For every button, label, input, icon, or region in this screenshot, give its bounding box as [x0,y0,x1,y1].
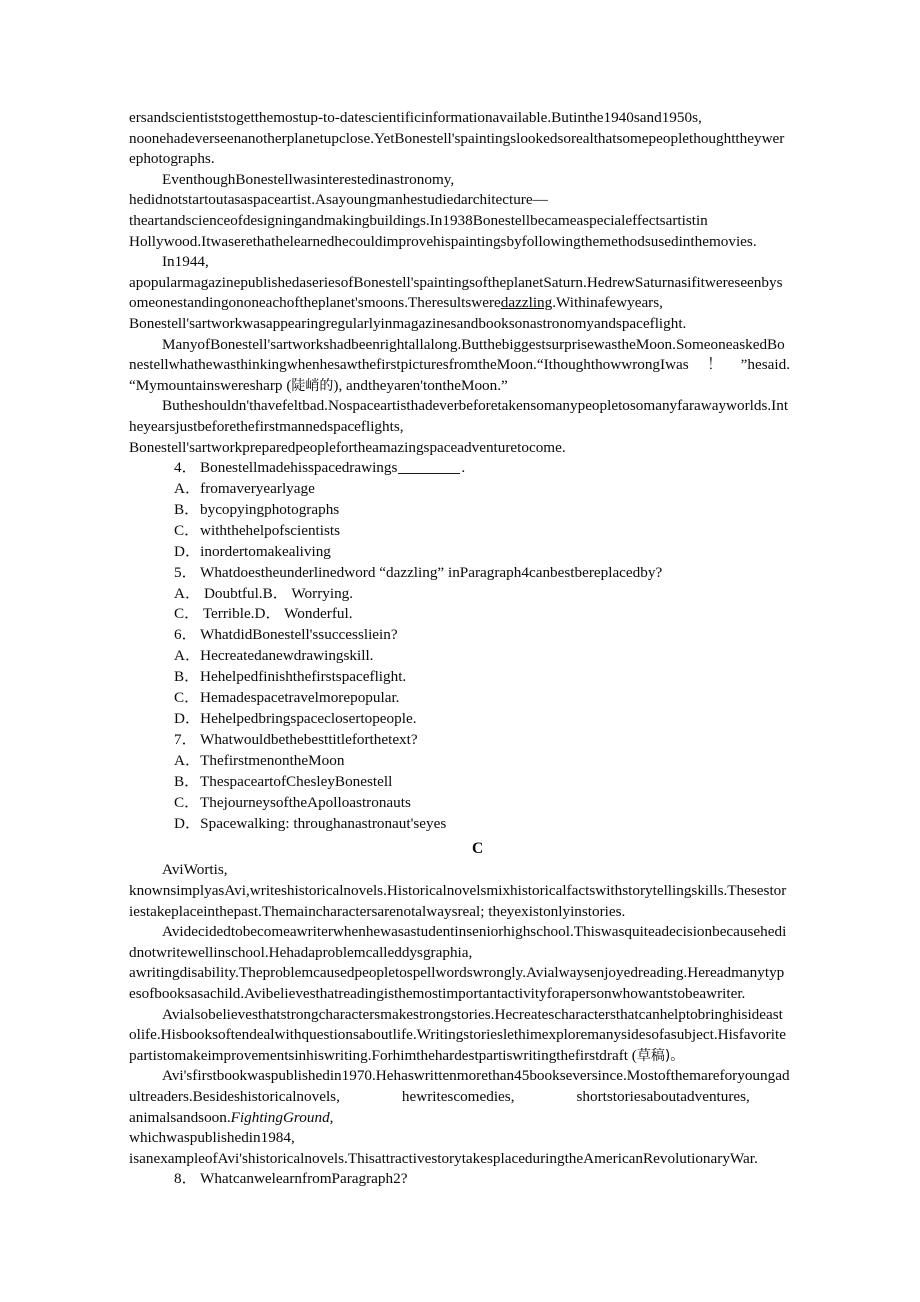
question-4-number: 4． [174,459,197,477]
option-text-c: Hemadespacetravelmorepopular. [200,689,400,707]
paragraph-4-text-part-a: ManyofBonestell'sartworkshadbeenrightallalong.ButthebiggestsurprisewastheMoon.SomeoneaskedBonestellwhathewasthinkingwhenhesawthefirstpicturesfromtheMoon. [129,335,785,374]
paragraph-3-text-after-underline: .Withinafewyears, Bonestell'sartworkwasappearingregularlyinmagazinesandbooksonastronomyandspaceflight. [129,294,687,332]
paragraph-4-quote-one: “IthoughthowwrongIwas！” [536,356,748,374]
question-5-text-after-quote: inParagraph4canbestbereplacedby? [447,563,663,581]
question-6-option-d[interactable] [129,709,790,730]
question-7-option-b[interactable] [129,772,790,793]
avi-bibliography-segment-2: hewritescomedies, [401,1087,515,1105]
section-c-paragraph-2: Avidecidedtobecomeawriterwhenhewasastudentinseniorhighschool.Thiswasquiteadecisionbecausehedidnotwritewellinschool.Hehadaproblemcalleddysgraphia, awritingdisability.Theproblemcausedpeopletospellwordswrongly.Avialwaysenjoyedreading.Hereadmanytypesofbooksasachild.Avibelievesthatreadingisthemostimportantactivityforapersonwhowantstobeawriter. [129,923,787,1002]
question-8-number: 8． [174,1170,197,1188]
question-6-option-c[interactable] [129,688,790,709]
passage-paragraph-3 [129,252,790,334]
option-text-a: ThefirstmenontheMoon [200,751,345,769]
question-4-stem [129,458,790,479]
section-c-paragraph-4 [129,1066,790,1169]
option-text-a: Hecreatedanewdrawingskill. [200,647,374,665]
option-text-b: bycopyingphotographs [200,500,340,518]
option-letter-b: B． [174,772,200,790]
passage-paragraph-2: EventhoughBonestellwasinterestedinastronomy, hedidnotstartoutasaspaceartist.Asayoungmanhestudiedarchitecture—theartandscienceofdesigningandmakingbuildings.In1938Bonestellbecameaspecialeffectsartistin Hollywood.Itwaserethathelearnedhecouldimprovehispaintingsbyfollowingthemethodsusedinthemovies. [129,170,757,250]
question-7-option-d[interactable] [129,814,790,835]
avi-bibliography-segment-4: whichwaspublishedin1984, isanexampleofAvi'shistoricalnovels.ThisattractivestorytakesplaceduringtheAmericanRevolutionaryWar. [129,1129,758,1167]
paragraph-4-quote-two-close: ), andtheyaren'tontheMoon.” [333,376,508,394]
question-4-option-a[interactable] [129,479,790,500]
question-7-number: 7． [174,730,197,748]
question-8-stem [129,1169,790,1190]
section-heading-c: C [472,840,484,858]
question-4-option-b[interactable] [129,500,790,521]
question-7-option-a[interactable] [129,751,790,772]
option-letter-a: A． [174,647,201,665]
question-5-text-before-quote: Whatdoestheunderlinedword [200,563,376,581]
question-6-option-a[interactable] [129,646,790,667]
question-5-quoted-word: “dazzling” [379,563,445,581]
section-c-paragraph-1 [129,860,790,922]
avi-name-lead: AviWortis, [162,861,228,879]
section-c-paragraph-3-text: Avialsobelievesthatstrongcharactersmakestrongstories.Hecreatescharactersthatcanhelptobringhisideastolife.Hisbooksoftendealwithquestionsaboutlife.Writingstorieslethimexploremanysidesofasubject.Hisfavoritepartistomakeimprovementsinhiswriting.Forhimthehardestpartiswritingthefirstdraft ( [129,1005,786,1064]
paragraph-4-attribution: hesaid. [747,356,790,374]
option-letter-c: C． [174,793,200,811]
question-6-option-b[interactable] [129,667,790,688]
avi-bibliography-segment-1: Avi'sfirstbookwaspublishedin1970.Hehaswrittenmorethan45bookseversince.Mostofthemareforyoungadultreaders.Besideshistoricalnovels, [129,1067,790,1105]
option-letter-b: B． [174,500,200,518]
underlined-word-dazzling: dazzling [500,294,553,312]
question-4-answer-blank[interactable] [398,473,460,474]
question-4-text: Bonestellmadehisspacedrawings [200,459,398,477]
option-text-d: Spacewalking: throughanastronaut'seyes [200,814,447,832]
question-7-text: Whatwouldbethebesttitleforthetext? [200,730,418,748]
option-letter-d: D． [174,709,201,727]
option-text-a: fromaveryearlyage [200,480,315,497]
option-text-d: Hehelpedbringspaceclosertopeople. [200,709,417,727]
option-letter-c: C． [174,689,200,707]
question-6-text: WhatdidBonestell'ssuccessliein? [200,626,398,644]
section-c-paragraph-1-rest: writeshistoricalnovels.Historicalnovelsmixhistoricalfactswithstorytellingskills.Thesestoriestakeplaceinthepast.Themaincharactersarenotalwaysreal; theyexistonlyinstories. [129,882,787,920]
passage-paragraph-4 [129,335,790,397]
section-c-paragraph-3 [129,1005,790,1067]
option-text-c: ThejourneysoftheApolloastronauts [200,793,411,811]
option-text-d: inordertomakealiving [200,542,331,560]
option-letter-d: D． [174,542,201,560]
question-5-options-row-1[interactable]: A． Doubtful.B． Worrying. [174,584,354,602]
page-content-column [129,108,790,1190]
question-4-stem-end: . [461,459,466,477]
option-letter-a: A． [174,751,201,769]
question-5-options-row-2[interactable]: C． Terrible.D． Wonderful. [174,605,353,623]
option-letter-c: C． [174,521,200,539]
option-text-b: Hehelpedfinishthefirstspaceflight. [200,668,407,686]
passage-paragraph-1: ersandscientiststogetthemostup-to-datescientificinformationavailable.Butinthe1940sand1950s, noonehadeverseenanotherplanetupclose.YetBonestell'spaintingslookedsorealthatsomepeoplethoughttheywerephotographs. [129,109,785,168]
question-7-option-c[interactable] [129,793,790,814]
option-text-c: withthehelpofscientists [200,521,341,539]
question-6-stem [129,625,790,646]
question-7-stem [129,730,790,751]
paragraph-4-quote-two-open: “Mymountainsweresharp ( [129,376,292,394]
avi-bibliography-segment-3: shortstoriesaboutadventures, animalsandsoon. [129,1087,750,1126]
book-title-fighting-ground: FightingGround, [230,1108,334,1126]
question-6-number: 6． [174,626,197,644]
avi-known-as: knownsimplyasAvi, [129,882,250,899]
option-letter-b: B． [174,668,200,686]
question-5-stem [129,563,790,584]
section-c-paragraph-3-end: )。 [664,1047,685,1064]
chinese-gloss-draft: 草稿 [636,1047,665,1064]
question-5-number: 5． [174,563,197,581]
question-8-text: WhatcanwelearnfromParagraph2? [200,1170,408,1188]
passage-paragraph-5: Butheshouldn'thavefeltbad.Nospaceartisthadeverbeforetakensomanypeopletosomanyfarawayworlds.Intheyearsjustbeforethefirstmannedspaceflights, Bonestell'sartworkpreparedpeoplefortheamazingspaceadventuretocome. [129,397,789,456]
paragraph-3-text-before-underline: In1944, apopularmagazinepublishedaseriesofBonestell'spaintingsoftheplanetSaturn.HedrewSaturnasifitwereseenbysomeonestandingononeachoftheplanet'smoons.Theresultswere [129,253,783,312]
option-letter-d: D． [174,814,201,832]
question-4-option-c[interactable] [129,521,790,542]
option-text-b: ThespaceartofChesleyBonestell [200,772,393,790]
option-letter-a: A． [174,480,201,497]
question-4-option-d[interactable] [129,542,790,563]
chinese-gloss-steep: 陡峭的 [291,377,334,394]
